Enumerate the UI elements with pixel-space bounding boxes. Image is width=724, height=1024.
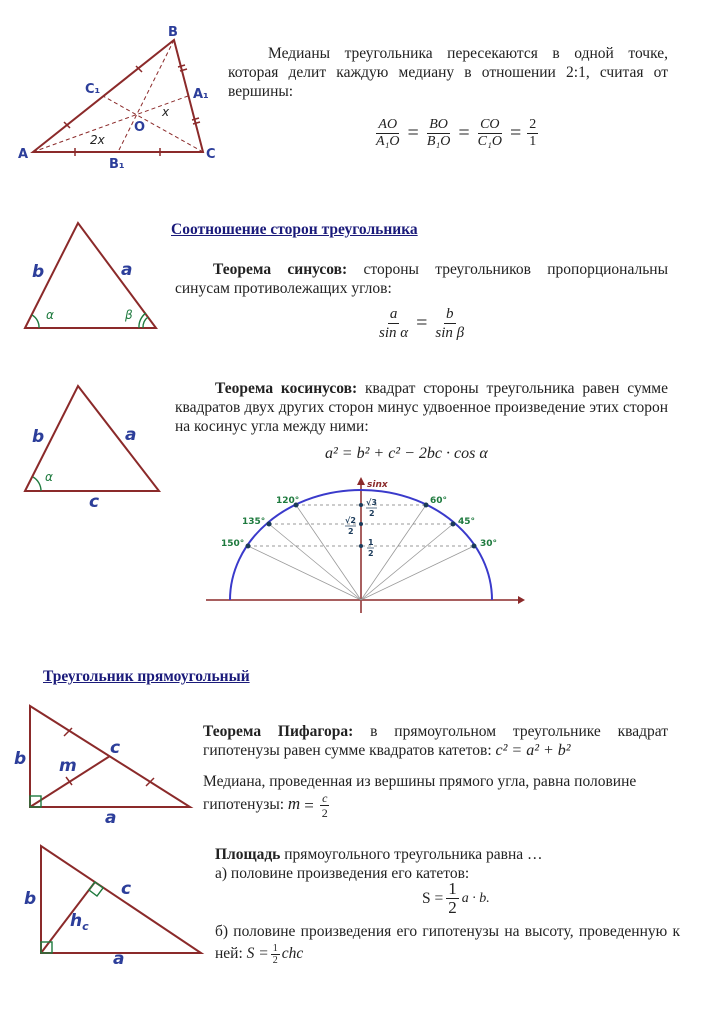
angle-150: 150°	[221, 539, 245, 549]
angle-45: 45°	[458, 517, 476, 527]
f1-num: AO	[378, 117, 398, 132]
area-title: Площадь	[215, 846, 281, 863]
tri1-label-alpha: α	[46, 308, 54, 322]
medians-triangle-figure	[0, 0, 230, 180]
pyth-title: Теорема Пифагора:	[203, 723, 354, 740]
tri3-label-c: c	[110, 738, 121, 758]
f1-den: A₁O	[376, 134, 400, 149]
label-2x: 2x	[90, 133, 105, 147]
sines-num2: b	[446, 306, 454, 322]
pythagoras-triangle-figure	[10, 695, 200, 830]
label-C1: C₁	[85, 82, 101, 97]
area-b-lhs: S =	[246, 945, 269, 963]
sines-den1: sin α	[379, 325, 409, 341]
sin-sqrt3-den: 2	[369, 509, 375, 518]
sines-num1: a	[389, 306, 398, 322]
area-intro	[215, 845, 543, 864]
f2-num: BO	[429, 117, 448, 132]
area-b-rhs: chc	[281, 945, 304, 963]
sines-formula	[375, 305, 468, 342]
tri2-label-a: a	[125, 425, 137, 445]
sines-eq: =	[416, 312, 428, 334]
tri1-label-a: a	[121, 260, 133, 280]
area-b-text: б) половине произведения его гипотенузы на высоту, проведенную к ней:	[215, 923, 680, 963]
area-a-num: 1	[448, 879, 457, 898]
cosines-formula: a² = b² + c² − 2bc · cos α	[325, 445, 488, 462]
medians-formula	[372, 117, 540, 150]
tri4-label-h: $h_c$	[70, 911, 89, 933]
angle-120: 120°	[276, 496, 300, 506]
median-paragraph	[203, 772, 668, 820]
median-num: c	[322, 791, 328, 805]
pythagoras-paragraph	[203, 722, 668, 760]
sin-sqrt3-num: √3	[366, 498, 377, 507]
sin-sqrt2-den: 2	[348, 527, 354, 536]
pyth-formula: c² = a² + b²	[495, 742, 571, 759]
sin-half-den: 2	[368, 549, 374, 558]
angle-30: 30°	[480, 539, 498, 549]
area-text: прямоугольного треугольника равна …	[280, 846, 543, 863]
sines-text: стороны треугольников пропорциональны синусам противолежащих углов:	[175, 261, 669, 297]
cosines-title: Теорема косинусов:	[215, 380, 358, 397]
medians-text: Медианы треугольника пересекаются в одной точке, которая делит каждую медиану в отношении 2:1, считая от вершины:	[228, 45, 668, 100]
label-C: C	[206, 147, 216, 162]
label-A1: A₁	[193, 87, 209, 102]
angle-60: 60°	[430, 496, 448, 506]
tri2-label-b: b	[32, 427, 45, 447]
eq-1: =	[407, 122, 419, 144]
tri1-label-b: b	[32, 262, 45, 282]
sinx-label: sinx	[367, 480, 388, 490]
cosines-paragraph	[175, 379, 668, 436]
f4-num: 2	[529, 117, 537, 132]
label-B1: B₁	[109, 157, 125, 172]
unit-circle-figure	[200, 475, 525, 615]
f4-den: 1	[529, 134, 537, 149]
tri4-label-b: b	[24, 889, 37, 909]
area-triangle-figure	[15, 838, 205, 973]
f2-den: B₁O	[426, 134, 451, 149]
sin-sqrt2-num: √2	[345, 516, 356, 525]
cosines-text: квадрат стороны треугольника равен сумме квадратов двух других сторон минус удвоенное произведение этих сторон на косинус угла между ними:	[175, 380, 668, 435]
right-heading: Треугольник прямоугольный	[43, 668, 250, 685]
tri1-label-beta: β	[125, 308, 133, 322]
tri2-label-alpha: α	[45, 470, 53, 484]
f3-den: C₁O	[477, 134, 502, 149]
tri4-label-a: a	[113, 949, 125, 969]
tri4-label-c: c	[121, 879, 132, 899]
median-den: 2	[321, 806, 328, 820]
sines-triangle-figure	[15, 215, 165, 340]
median-m: m	[287, 794, 301, 814]
cosines-triangle-figure	[15, 378, 170, 513]
sines-title: Теорема синусов:	[213, 261, 348, 278]
area-a-rhs: a · b.	[461, 890, 490, 906]
label-B: B	[168, 25, 178, 40]
pyth-text: в прямоугольном треугольнике квадрат гипотенузы равен сумме квадратов катетов:	[203, 723, 668, 759]
label-O: O	[134, 120, 146, 135]
ratio-heading: Соотношение сторон треугольника	[171, 221, 418, 238]
tri3-label-b: b	[14, 749, 27, 769]
area-a-text: а) половине произведения его катетов:	[215, 865, 470, 882]
eq-3: =	[509, 122, 522, 144]
area-b-num: 1	[272, 943, 278, 954]
sines-den2: sin β	[435, 325, 465, 341]
tri2-label-c: c	[89, 492, 100, 512]
area-b-den: 2	[272, 955, 278, 966]
tri3-label-a: a	[105, 808, 117, 828]
sines-paragraph	[175, 260, 668, 298]
tri3-label-m: m	[59, 756, 77, 776]
median-eq: =	[304, 796, 314, 815]
angle-135: 135°	[242, 517, 266, 527]
label-A: A	[18, 147, 29, 162]
area-a-den: 2	[448, 898, 457, 917]
f3-num: CO	[480, 117, 500, 132]
median-text: Медиана, проведенная из вершины прямого угла, равна половине гипотенузы:	[203, 773, 637, 814]
area-b-paragraph	[215, 921, 680, 966]
area-a-lhs: S =	[422, 889, 444, 907]
label-x: x	[162, 105, 170, 119]
eq-2: =	[458, 122, 470, 144]
sin-half-num: 1	[368, 538, 374, 547]
area-a-formula	[422, 880, 490, 917]
